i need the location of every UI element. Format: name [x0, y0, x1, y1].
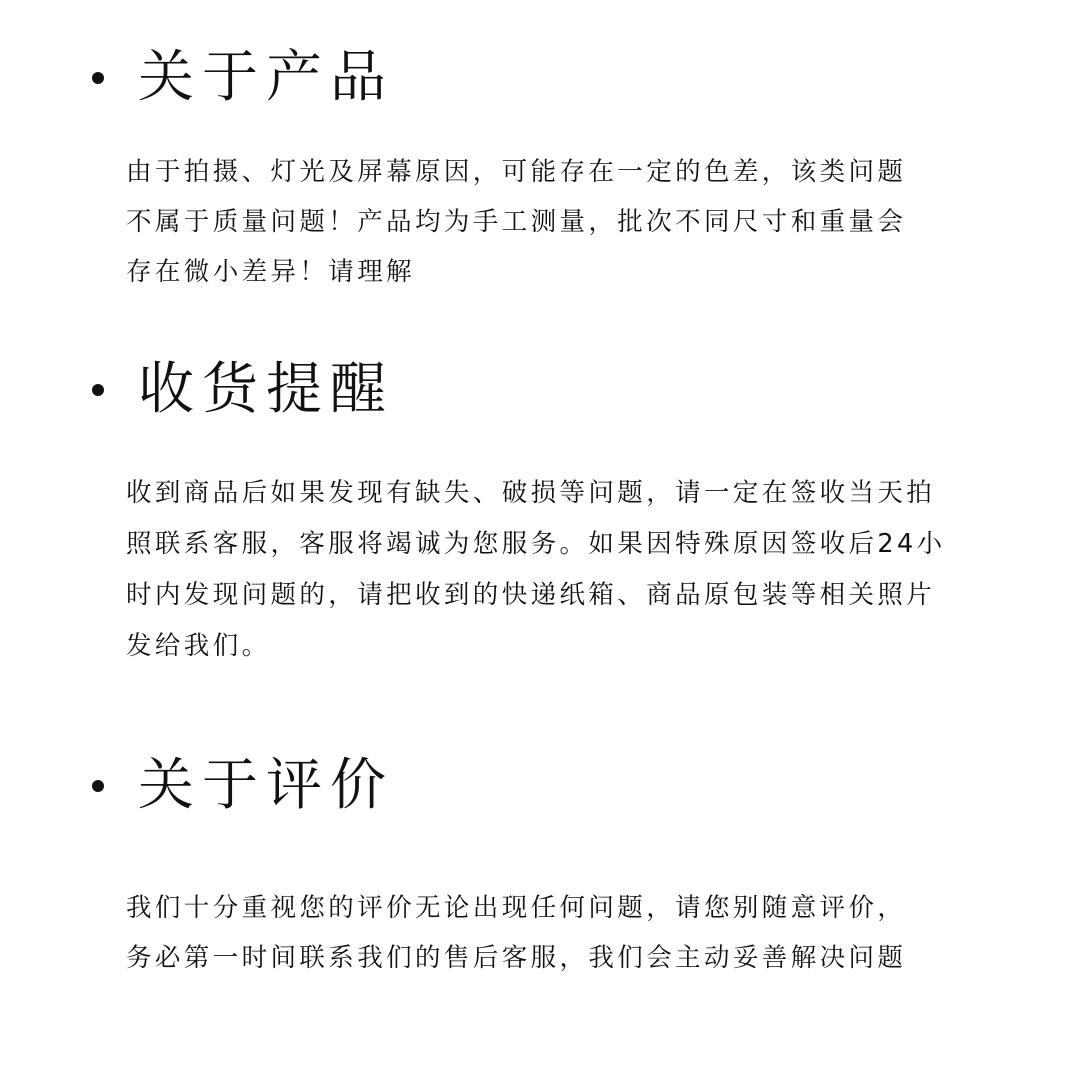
- body-line: 不属于质量问题！产品均为手工测量，批次不同尺寸和重量会: [126, 207, 907, 237]
- section-body: [126, 468, 946, 672]
- body-line: 时内发现问题的，请把收到的快递纸箱、商品原包装等相关照片: [126, 580, 936, 610]
- section-heading: [92, 746, 394, 826]
- body-line: 照联系客服，客服将竭诚为您服务。如果因特殊原因签收后24小: [126, 529, 946, 559]
- bullet-icon: [92, 72, 104, 84]
- body-line: 我们十分重视您的评价无论出现任何问题，请您别随意评价，: [126, 893, 907, 923]
- bullet-icon: [92, 780, 104, 792]
- section-heading-text: 关于评价: [138, 753, 394, 818]
- body-line: 发给我们。: [126, 631, 271, 661]
- section-body: [126, 147, 906, 297]
- section-heading: [92, 350, 394, 430]
- body-line: 存在微小差异！请理解: [126, 257, 416, 287]
- section-heading-text: 关于产品: [138, 45, 394, 110]
- section-heading-text: 收货提醒: [138, 357, 394, 422]
- body-line: 务必第一时间联系我们的售后客服，我们会主动妥善解决问题: [126, 943, 907, 973]
- section-body: [126, 883, 906, 983]
- body-line: 由于拍摄、灯光及屏幕原因，可能存在一定的色差，该类问题: [126, 157, 907, 187]
- section-heading: [92, 38, 394, 118]
- bullet-icon: [92, 384, 104, 396]
- body-line: 收到商品后如果发现有缺失、破损等问题，请一定在签收当天拍: [126, 478, 936, 508]
